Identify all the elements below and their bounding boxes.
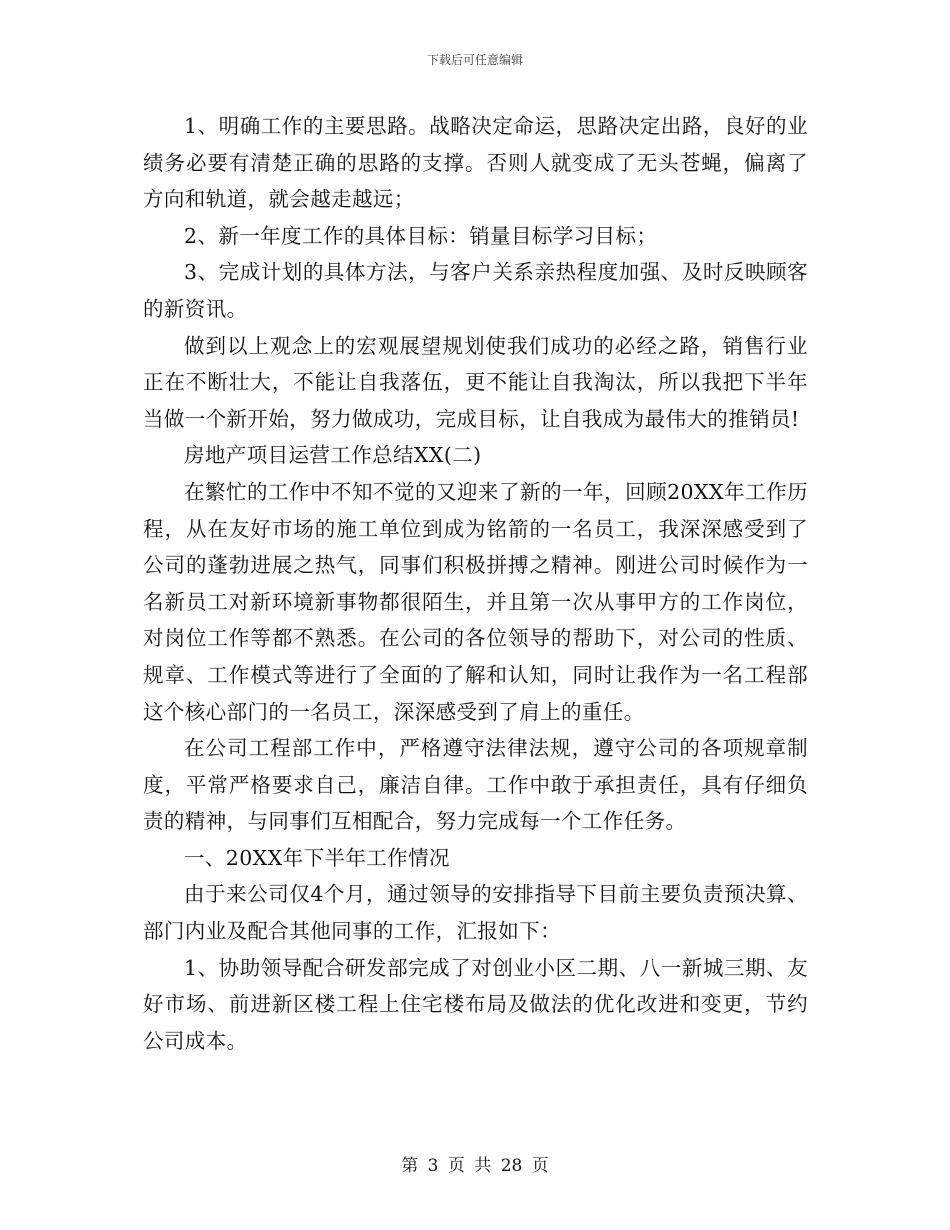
paragraph-7: 在公司工程部工作中，严格遵守法律法规，遵守公司的各项规章制度，平常严格要求自己，廉洁自律。工作中敢于承担责任，具有仔细负责的精神，与同事们互相配合，努力完成每一个工作任务。 <box>143 736 808 834</box>
section-title: 房地产项目运营工作总结XX(二) <box>184 443 482 468</box>
paragraph-2: 2、新一年度工作的具体目标：销量目标学习目标； <box>184 223 658 248</box>
paragraph-9: 由于来公司仅4个月，通过领导的安排指导下目前主要负责预决算、部门内业及配合其他同事的工作，汇报如下： <box>143 882 808 944</box>
subsection-heading: 一、20XX年下半年工作情况 <box>184 845 450 870</box>
paragraph-1: 1、明确工作的主要思路。战略决定命运，思路决定出路，良好的业绩务必要有清楚正确的思路的支撑。否则人就变成了无头苍蝇，偏离了方向和轨道，就会越走越远； <box>143 114 808 212</box>
document-body <box>143 108 808 1059</box>
paragraph-6: 在繁忙的工作中不知不觉的又迎来了新的一年，回顾20XX年工作历程，从在友好市场的施工单位到成为铭箭的一名员工，我深深感受到了公司的蓬勃进展之热气，同事们积极拼搏之精神。刚进公司时候作为一名新员工对新环境新事物都很陌生，并且第一次从事甲方的工作岗位，对岗位工作等都不熟悉。在公司的各位领导的帮助下，对公司的性质、规章、工作模式等进行了全面的了解和认知，同时让我作为一名工程部这个核心部门的一名员工，深深感受到了肩上的重任。 <box>143 479 808 724</box>
page-header: 下载后可任意编辑 <box>426 53 523 67</box>
page-footer: 第 3 页 共 28 页 <box>401 1156 549 1176</box>
paragraph-10: 1、协助领导配合研发部完成了对创业小区二期、八一新城三期、友好市场、前进新区楼工程上住宅楼布局及做法的优化改进和变更，节约公司成本。 <box>143 955 808 1053</box>
paragraph-3: 3、完成计划的具体方法，与客户关系亲热程度加强、及时反映顾客的新资讯。 <box>143 260 808 321</box>
paragraph-4: 做到以上观念上的宏观展望规划使我们成功的必经之路，销售行业正在不断壮大，不能让自我落伍，更不能让自我淘汰，所以我把下半年当做一个新开始，努力做成功，完成目标，让自我成为最伟大的推销员! <box>143 333 808 431</box>
